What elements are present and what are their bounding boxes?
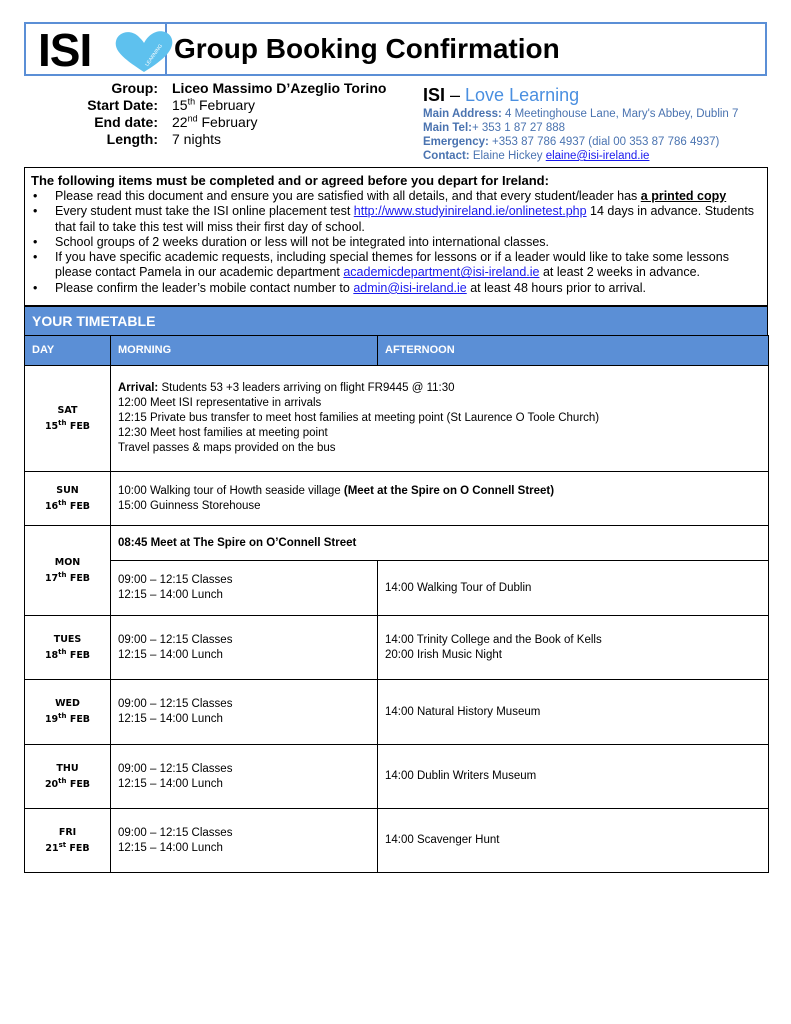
afternoon-cell: 14:00 Natural History Museum <box>378 680 769 745</box>
length-label: Length: <box>106 131 158 147</box>
length-value: 7 nights <box>172 131 222 147</box>
morning-cell: 09:00 – 12:15 Classes 12:15 – 14:00 Lunch <box>111 680 378 745</box>
activity-cell: 08:45 Meet at The Spire on O’Connell Street <box>111 526 769 561</box>
day-cell: TUES 18th FEB <box>25 616 111 680</box>
table-row <box>25 745 769 809</box>
page-title: Group Booking Confirmation <box>174 33 560 64</box>
placement-test-link[interactable]: http://www.studyinireland.ie/onlinetest.php <box>353 204 587 219</box>
emergency: Emergency: +353 87 786 4937 (dial 00 353 87 786 4937) <box>423 136 720 148</box>
col-morning-header: MORNING <box>111 336 378 366</box>
day-cell: MON 17th FEB <box>25 526 111 616</box>
group-value: Liceo Massimo D’Azeglio Torino <box>172 80 387 96</box>
day-cell: FRI 21st FEB <box>25 809 111 873</box>
logo <box>26 24 167 74</box>
contact-person: Contact: Elaine Hickey elaine@isi-ireland.ie <box>423 150 650 162</box>
afternoon-cell: 14:00 Scavenger Hunt <box>378 809 769 873</box>
logo-text: ISI <box>38 24 92 76</box>
list-item: • If you have specific academic requests, including special themes for lessons or if a leader would like to take some lessons please contact Pamela in our academic department academicdepartment@isi-ireland.ie at least 2 weeks in advance. <box>33 250 729 280</box>
list-item: • Please read this document and ensure you are satisfied with all details, and that every student/leader has a printed copy <box>33 189 727 203</box>
activity-cell: Arrival: Students 53 +3 leaders arriving on flight FR9445 @ 11:30 12:00 Meet ISI representative in arrivals 12:15 Private bus transfer to meet host families at meeting point (St Laurence O Toole Church) 12:30 Meet host families at meeting point Travel passes & maps provided on the bus <box>111 366 769 472</box>
list-item: • School groups of 2 weeks duration or less will not be integrated into international classes. <box>33 234 550 249</box>
brand-line: ISI – Love Learning <box>423 85 580 105</box>
day-cell: SUN 16th FEB <box>25 472 111 526</box>
academic-email-link[interactable]: academicdepartment@isi-ireland.ie <box>343 265 540 280</box>
day-cell: SAT 15th FEB <box>25 366 111 472</box>
col-afternoon-header: AFTERNOON <box>378 336 769 366</box>
morning-cell: 09:00 – 12:15 Classes 12:15 – 14:00 Lunch <box>111 809 378 873</box>
table-row <box>25 616 769 680</box>
contact-block <box>423 84 773 163</box>
table-row <box>25 366 769 472</box>
main-address: Main Address: 4 Meetinghouse Lane, Mary's Abbey, Dublin 7 <box>423 108 739 120</box>
afternoon-cell: 14:00 Walking Tour of Dublin <box>378 561 769 616</box>
requirements-title: The following items must be completed and or agreed before you depart for Ireland: <box>31 173 549 188</box>
admin-email-link[interactable]: admin@isi-ireland.ie <box>353 280 467 295</box>
timetable-title: YOUR TIMETABLE <box>24 306 768 335</box>
activity-cell: 10:00 Walking tour of Howth seaside village (Meet at the Spire on O Connell Street) 15:00 Guinness Storehouse <box>111 472 769 526</box>
document-header <box>24 22 767 76</box>
morning-cell: 09:00 – 12:15 Classes 12:15 – 14:00 Lunch <box>111 616 378 680</box>
timetable-table <box>24 335 769 873</box>
morning-cell: 09:00 – 12:15 Classes 12:15 – 14:00 Lunch <box>111 745 378 809</box>
booking-values <box>172 80 412 148</box>
contact-email-link[interactable]: elaine@isi-ireland.ie <box>545 150 650 162</box>
afternoon-cell: 14:00 Dublin Writers Museum <box>378 745 769 809</box>
start-date-label: Start Date: <box>87 97 158 113</box>
table-header-row <box>25 336 769 366</box>
table-row <box>25 472 769 526</box>
main-tel: Main Tel:+ 353 1 87 27 888 <box>423 122 566 134</box>
table-row <box>25 526 769 561</box>
table-row <box>25 809 769 873</box>
heart-icon <box>114 30 174 74</box>
start-date-value: 15th February <box>172 96 256 113</box>
requirements-box <box>24 167 768 306</box>
table-row <box>25 561 769 616</box>
day-cell: THU 20th FEB <box>25 745 111 809</box>
group-label: Group: <box>111 80 158 96</box>
table-row <box>25 680 769 745</box>
list-item: • Please confirm the leader’s mobile contact number to admin@isi-ireland.ie at least 48 hours prior to arrival. <box>33 280 646 295</box>
col-day-header: DAY <box>25 336 111 366</box>
end-date-value: 22nd February <box>172 113 258 130</box>
morning-cell: 09:00 – 12:15 Classes 12:15 – 14:00 Lunch <box>111 561 378 616</box>
requirements-list <box>31 189 761 296</box>
afternoon-cell: 14:00 Trinity College and the Book of Kells 20:00 Irish Music Night <box>378 616 769 680</box>
booking-labels <box>30 80 158 148</box>
heart-text: LEARNING <box>144 43 164 68</box>
day-cell: WED 19th FEB <box>25 680 111 745</box>
timetable <box>24 306 768 873</box>
list-item: • Every student must take the ISI online placement test http://www.studyinireland.ie/onlinetest.php 14 days in advance. Students that fail to take this test will miss their first day of school. <box>33 204 755 234</box>
end-date-label: End date: <box>94 114 158 130</box>
